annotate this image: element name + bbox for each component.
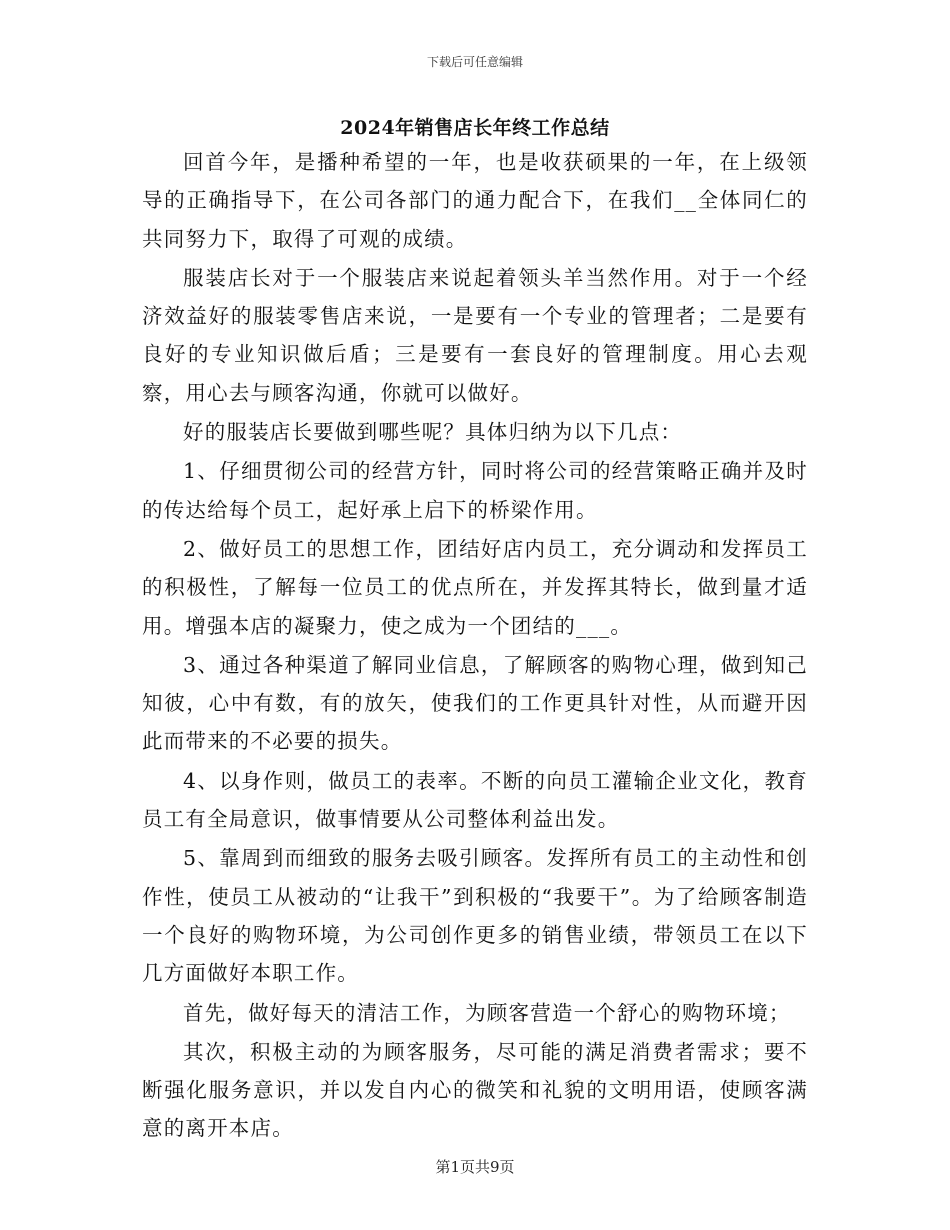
paragraph-second: 其次，积极主动的为顾客服务，尽可能的满足消费者需求；要不断强化服务意识，并以发自内心的微笑和礼貌的文明用语，使顾客满意的离开本店。 bbox=[142, 1039, 808, 1141]
paragraph-point-2: 2、做好员工的思想工作，团结好店内员工，充分调动和发挥员工的积极性，了解每一位员工的优点所在，并发挥其特长，做到量才适用。增强本店的凝聚力，使之成为一个团结的___。 bbox=[142, 536, 808, 638]
paragraph-point-1: 1、仔细贯彻公司的经营方针，同时将公司的经营策略正确并及时的传达给每个员工，起好承上启下的桥梁作用。 bbox=[142, 459, 808, 522]
paragraph-intro: 回首今年，是播种希望的一年，也是收获硕果的一年，在上级领导的正确指导下，在公司各部门的通力配合下，在我们__全体同仁的共同努力下，取得了可观的成绩。 bbox=[142, 150, 808, 251]
document-title: 2024年销售店长年终工作总结 bbox=[340, 117, 610, 139]
paragraph-role: 服装店长对于一个服装店来说起着领头羊当然作用。对于一个经济效益好的服装零售店来说，一是要有一个专业的管理者；二是要有良好的专业知识做后盾；三是要有一套良好的管理制度。用心去观察，用心去与顾客沟通，你就可以做好。 bbox=[142, 265, 808, 405]
paragraph-point-5: 5、靠周到而细致的服务去吸引顾客。发挥所有员工的主动性和创作性，使员工从被动的“让我干”到积极的“我要干”。为了给顾客制造一个良好的购物环境，为公司创作更多的销售业绩，带领员工在以下几方面做好本职工作。 bbox=[142, 846, 808, 986]
paragraph-point-3: 3、通过各种渠道了解同业信息，了解顾客的购物心理，做到知己知彼，心中有数，有的放矢，使我们的工作更具针对性，从而避开因此而带来的不必要的损失。 bbox=[142, 652, 808, 754]
document-body bbox=[142, 143, 808, 1149]
header-note: 下载后可任意编辑 bbox=[426, 55, 523, 69]
paragraph-summary-lead: 好的服装店长要做到哪些呢？具体归纳为以下几点： bbox=[183, 420, 683, 445]
page-footer: 第1页共9页 bbox=[435, 1158, 515, 1176]
paragraph-first: 首先，做好每天的清洁工作，为顾客营造一个舒心的购物环境； bbox=[183, 1000, 791, 1025]
paragraph-point-4: 4、以身作则，做员工的表率。不断的向员工灌输企业文化，教育员工有全局意识，做事情要从公司整体利益出发。 bbox=[142, 768, 808, 832]
